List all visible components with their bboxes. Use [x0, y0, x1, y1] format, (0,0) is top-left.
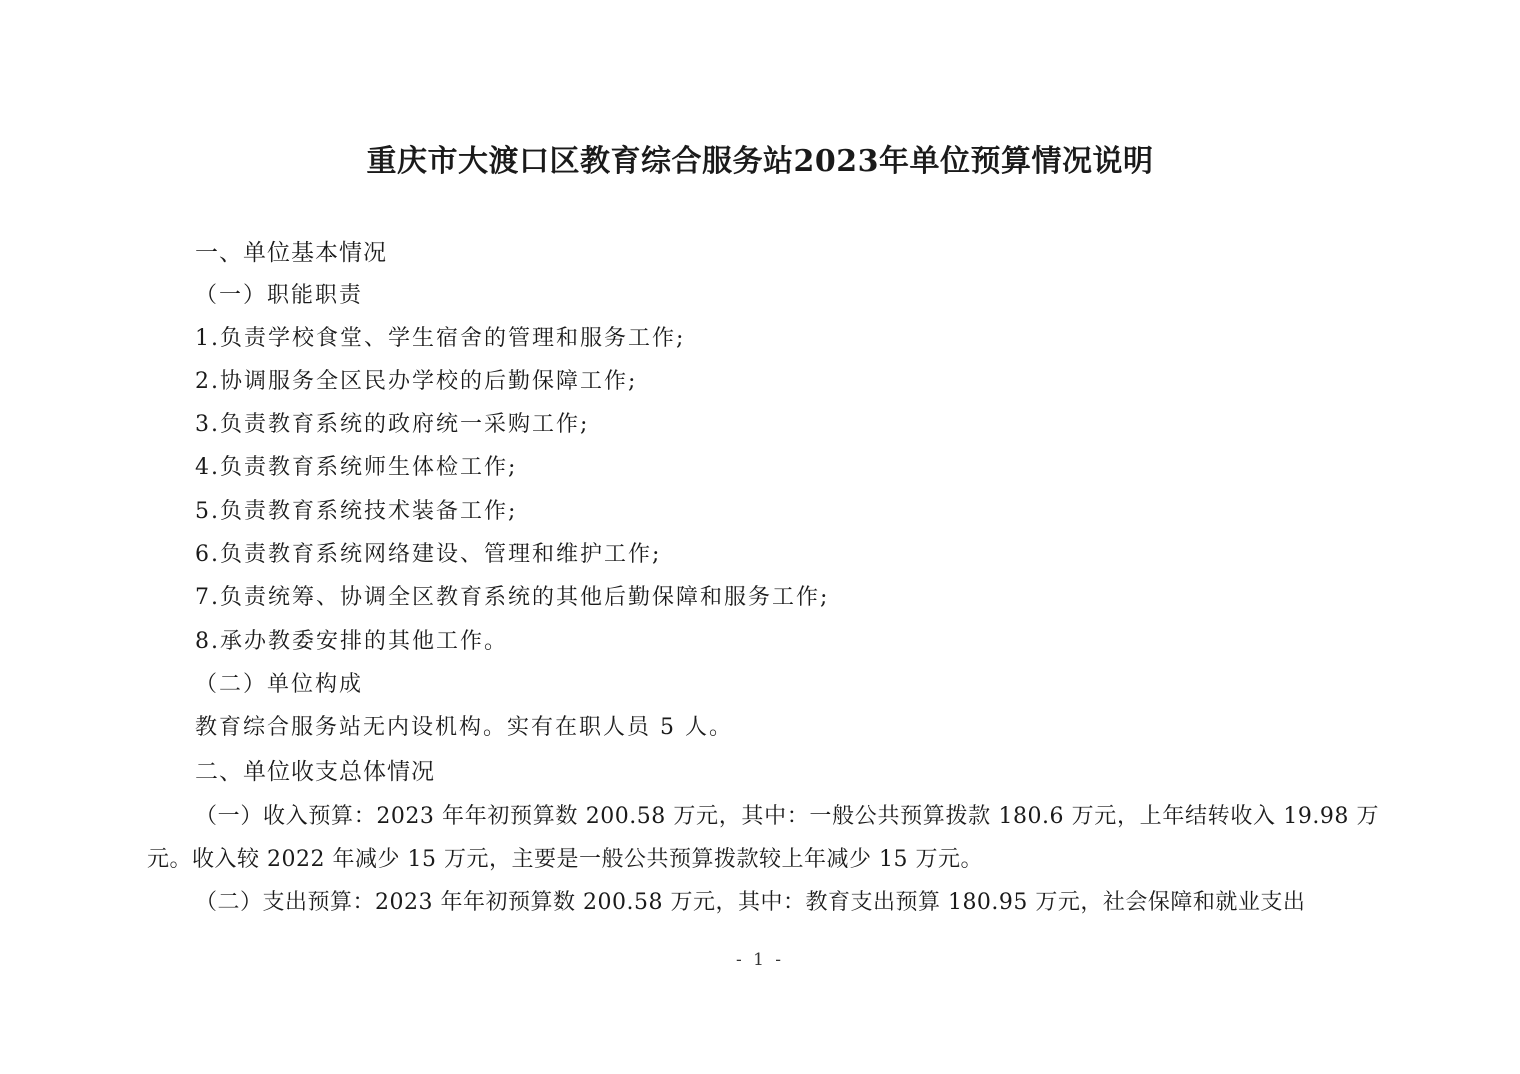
section-2-heading: 二、单位收支总体情况	[195, 759, 435, 785]
duty-item-7: 7.负责统筹、协调全区教育系统的其他后勤保障和服务工作;	[195, 585, 830, 610]
duty-item-2: 2.协调服务全区民办学校的后勤保障工作;	[195, 369, 638, 394]
income-budget-paragraph: （一）收入预算：2023 年年初预算数 200.58 万元，其中：一般公共预算拨款 180.6 万元，上年结转收入 19.98 万元。收入较 2022 年减少 15 万元，主要是一般公共预算拨款较上年减少 15 万元。	[147, 804, 1379, 872]
page-number: - 1 -	[735, 950, 785, 970]
duty-item-3: 3.负责教育系统的政府统一采购工作;	[195, 412, 590, 437]
composition-text: 教育综合服务站无内设机构。实有在职人员 5 人。	[195, 715, 733, 740]
subsection-composition-heading: （二）单位构成	[195, 672, 364, 697]
expenditure-budget-paragraph: （二）支出预算：2023 年年初预算数 200.58 万元，其中：教育支出预算 180.95 万元，社会保障和就业支出	[195, 890, 1306, 915]
duty-item-4: 4.负责教育系统师生体检工作;	[195, 455, 518, 480]
section-1-heading: 一、单位基本情况	[195, 240, 387, 266]
duty-item-6: 6.负责教育系统网络建设、管理和维护工作;	[195, 542, 662, 567]
duty-item-5: 5.负责教育系统技术装备工作;	[195, 499, 518, 524]
duty-item-1: 1.负责学校食堂、学生宿舍的管理和服务工作;	[195, 326, 686, 351]
document-title: 重庆市大渡口区教育综合服务站2023年单位预算情况说明	[366, 144, 1154, 179]
duty-item-8: 8.承办教委安排的其他工作。	[195, 629, 508, 654]
subsection-duties-heading: （一）职能职责	[195, 283, 364, 308]
